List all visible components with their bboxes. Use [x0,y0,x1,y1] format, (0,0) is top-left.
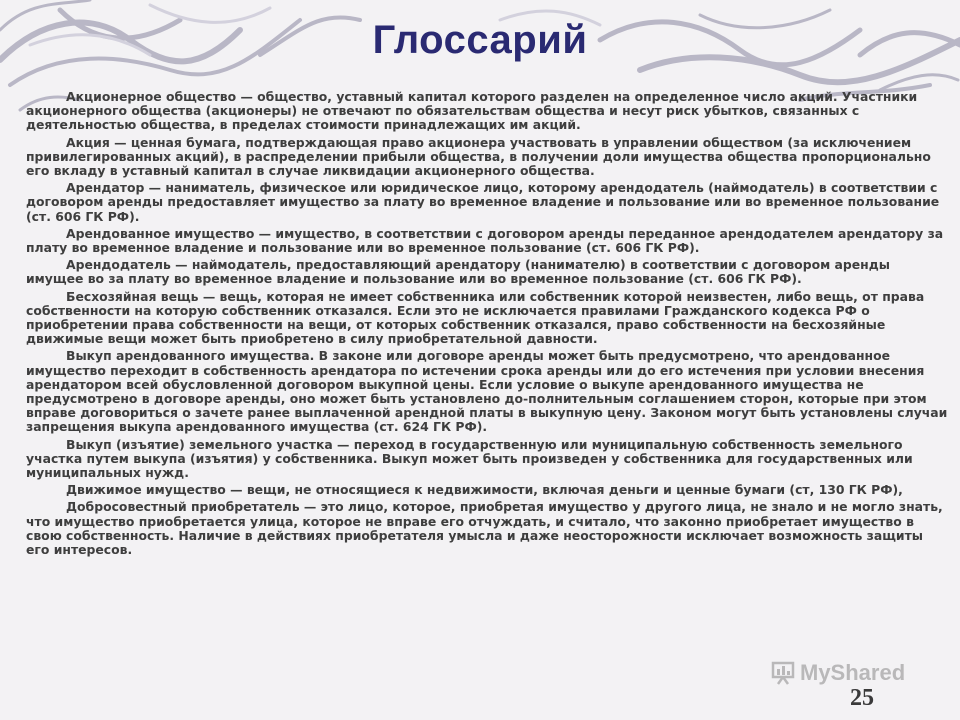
glossary-body [26,90,948,690]
glossary-entry: Выкуп арендованного имущества. В законе или договоре аренды может быть предусмотрено, что арендованное имущество переходит в собственность арендатора по истечении срока аренды или до его истечения при условии внесения арендатором всей обусловленной договором выкупной цены. Если условие о выкупе арендованного имущества не предусмотрено в договоре аренды, оно может быть установлено до-полнительным соглашением сторон, которые при этом вправе договориться о зачете ранее выплаченной арендной платы в выкупную цену. Законом могут быть установлены случаи запрещения выкупа арендованного имущества (ст. 624 ГК РФ). [26,348,948,435]
glossary-entry: Арендованное имущество — имущество, в соответствии с договором аренды переданное арендодателем арендатору за плату во временное владение и пользование или во временное пользование (ст. 606 ГК РФ). [26,225,944,256]
glossary-entry: Добросовестный приобретатель — это лицо, которое, приобретая имущество у другого лица, не знало и не могло знать, что имущество приобретается улица, которое не вправе его отчуждать, и считало, что законно приобретает имущество в свою собственность. Наличие в действиях приобретателя умысла и даже неосторожности исключает возможность защиты его интересов. [26,499,943,558]
glossary-entry: Выкуп (изъятие) земельного участка — переход в государственную или муниципальную собственность земельного участка путем выкупа (изъятия) у собственника. Выкуп может быть произведен у собственника для государственных или муниципальных нужд. [26,436,913,481]
page-number: 25 [850,685,874,711]
glossary-entry: Бесхозяйная вещь — вещь, которая не имеет собственника или собственник которой неизвестен, либо вещь, от права собственности на которую собственник отказался. Если это не исключается правилами Гражданского кодекса РФ о приобретении права собственности на вещи, от которых собственник отказался, право собственности на бесхозяйные движимые вещи может быть приобретено в силу приобретательной давности. [26,288,925,347]
glossary-entry: Арендодатель — наймодатель, предоставляющий арендатору (нанимателю) в соответствии с договором аренды имущее во за плату во временное владение и пользование или во временное пользование (ст. 606 ГК РФ). [26,257,890,287]
glossary-entry: Акция — ценная бумага, подтверждающая право акционера участвовать в управлении обществом (за исключением привилегированных акций), в распределении прибыли общества, в получении доли имущества общества пропорционально его вкладу в уставный капитал в случае ликвидации акционерного общества. [26,134,931,179]
watermark-text: MyShared [800,660,906,685]
glossary-entry: Арендатор — наниматель, физическое или юридическое лицо, которому арендодатель (наймодатель) в соответствии с договором аренды предоставляет имущество за плату во временное владение и пользование или во временное пользование (ст. 606 ГК РФ). [26,180,940,224]
glossary-entry: Акционерное общество — общество, уставный капитал которого разделен на определенное число акций. Участники акционерного общества (акционеры) не отвечают по обязательствам общества и несут риск убытков, связанных с деятельностью общества, в пределах стоимости принадлежащих им акций. [26,89,918,133]
glossary-entry: Движимое имущество — вещи, не относящиеся к недвижимости, включая деньги и ценные бумаги (ст, 130 ГК РФ), [66,482,903,498]
presentation-icon [770,660,796,686]
watermark-logo [770,660,905,686]
slide-title: Глоссарий [372,18,588,62]
